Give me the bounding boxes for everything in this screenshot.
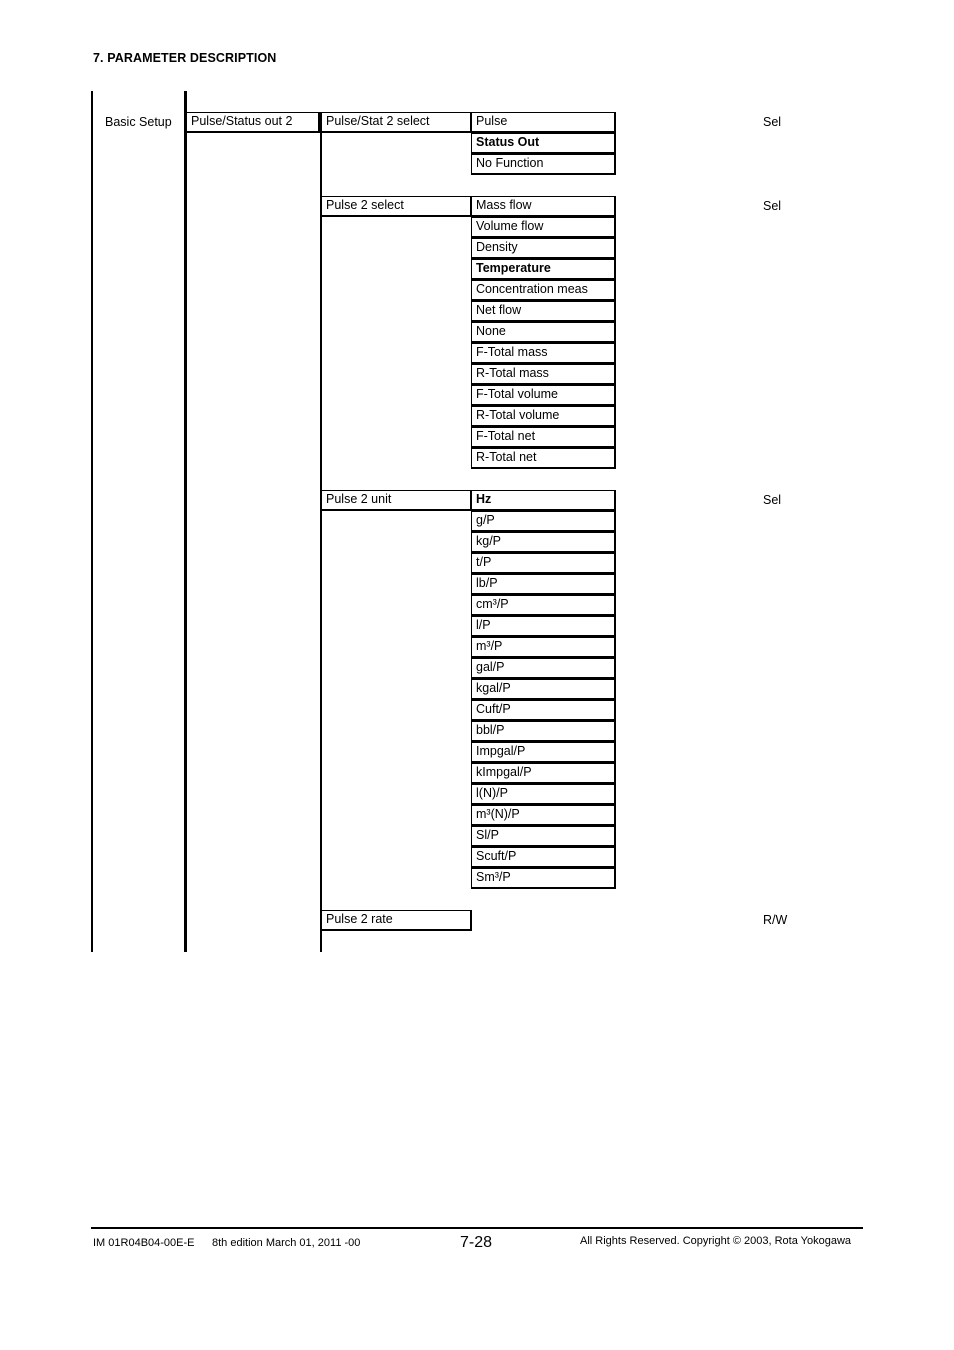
option-cell — [471, 742, 616, 763]
option-label: Mass flow — [476, 198, 532, 212]
option-label: cm³/P — [476, 597, 509, 611]
option-label: bbl/P — [476, 723, 505, 737]
option-cell — [471, 427, 616, 448]
param-label: Pulse 2 unit — [326, 492, 392, 506]
param-cell-1 — [321, 196, 472, 217]
access-type: Sel — [763, 493, 782, 507]
option-label: m³/P — [476, 639, 503, 653]
option-label: kg/P — [476, 534, 502, 548]
option-label: kgal/P — [476, 681, 511, 695]
option-label: None — [476, 324, 506, 338]
option-cell — [471, 595, 616, 616]
option-cell — [471, 301, 616, 322]
option-cell — [471, 805, 616, 826]
option-cell — [471, 490, 616, 511]
option-cell — [471, 553, 616, 574]
option-label: Volume flow — [476, 219, 544, 233]
option-label: R-Total net — [476, 450, 537, 464]
option-cell — [471, 532, 616, 553]
param-cell-3 — [321, 910, 472, 931]
option-cell — [471, 826, 616, 847]
option-cell — [471, 847, 616, 868]
option-cell — [471, 637, 616, 658]
option-label: Sl/P — [476, 828, 499, 842]
access-type: Sel — [763, 199, 782, 213]
access-type: R/W — [763, 913, 788, 927]
option-cell — [471, 385, 616, 406]
option-cell — [471, 448, 616, 469]
option-label: Hz — [476, 492, 492, 506]
option-cell — [471, 574, 616, 595]
option-label: R-Total volume — [476, 408, 560, 422]
option-label: F-Total mass — [476, 345, 548, 359]
option-label: Density — [476, 240, 518, 254]
option-label: Cuft/P — [476, 702, 511, 716]
option-cell — [471, 700, 616, 721]
option-cell — [471, 784, 616, 805]
option-label: Status Out — [476, 135, 540, 149]
option-label: No Function — [476, 156, 544, 170]
section-title: 7. PARAMETER DESCRIPTION — [93, 51, 277, 65]
menu-level2-label: Pulse/Status out 2 — [191, 114, 293, 128]
option-cell — [471, 238, 616, 259]
footer-edition: 8th edition March 01, 2011 -00 — [212, 1237, 361, 1249]
option-label: Net flow — [476, 303, 522, 317]
option-label: F-Total volume — [476, 387, 558, 401]
footer-doc-id: IM 01R04B04-00E-E — [93, 1237, 195, 1249]
option-cell — [471, 196, 616, 217]
option-label: Impgal/P — [476, 744, 526, 758]
tree-line-level3 — [320, 112, 322, 952]
footer-rule — [91, 1227, 863, 1229]
access-type: Sel — [763, 115, 782, 129]
option-cell — [471, 511, 616, 532]
option-label: Sm³/P — [476, 870, 511, 884]
option-cell — [471, 868, 616, 889]
option-label: gal/P — [476, 660, 505, 674]
option-cell — [471, 721, 616, 742]
option-cell — [471, 112, 616, 133]
option-label: l(N)/P — [476, 786, 508, 800]
option-label: F-Total net — [476, 429, 536, 443]
option-cell — [471, 679, 616, 700]
option-cell — [471, 154, 616, 175]
option-cell — [471, 259, 616, 280]
option-cell — [471, 406, 616, 427]
option-label: g/P — [476, 513, 495, 527]
param-label: Pulse 2 rate — [326, 912, 393, 926]
tree-line-level1 — [91, 91, 93, 952]
option-cell — [471, 280, 616, 301]
option-label: l/P — [476, 618, 491, 632]
option-cell — [471, 616, 616, 637]
param-cell-2 — [321, 490, 472, 511]
param-label: Pulse 2 select — [326, 198, 404, 212]
option-cell — [471, 658, 616, 679]
option-cell — [471, 343, 616, 364]
option-label: m³(N)/P — [476, 807, 520, 821]
option-cell — [471, 133, 616, 154]
option-cell — [471, 364, 616, 385]
menu-level1-label: Basic Setup — [105, 115, 172, 129]
menu-level2-cell — [186, 112, 320, 133]
footer-copyright: All Rights Reserved. Copyright © 2003, Rota Yokogawa — [580, 1235, 852, 1247]
option-label: Concentration meas — [476, 282, 588, 296]
option-cell — [471, 322, 616, 343]
option-cell — [471, 763, 616, 784]
option-label: t/P — [476, 555, 492, 569]
option-label: lb/P — [476, 576, 498, 590]
tree-line-level2 — [184, 91, 187, 952]
option-label: Scuft/P — [476, 849, 517, 863]
option-label: R-Total mass — [476, 366, 549, 380]
option-label: Temperature — [476, 261, 551, 275]
option-cell — [471, 217, 616, 238]
option-label: Pulse — [476, 114, 508, 128]
page-number: 7-28 — [460, 1234, 493, 1251]
param-label: Pulse/Stat 2 select — [326, 114, 430, 128]
param-cell-0 — [321, 112, 472, 133]
option-label: kImpgal/P — [476, 765, 532, 779]
